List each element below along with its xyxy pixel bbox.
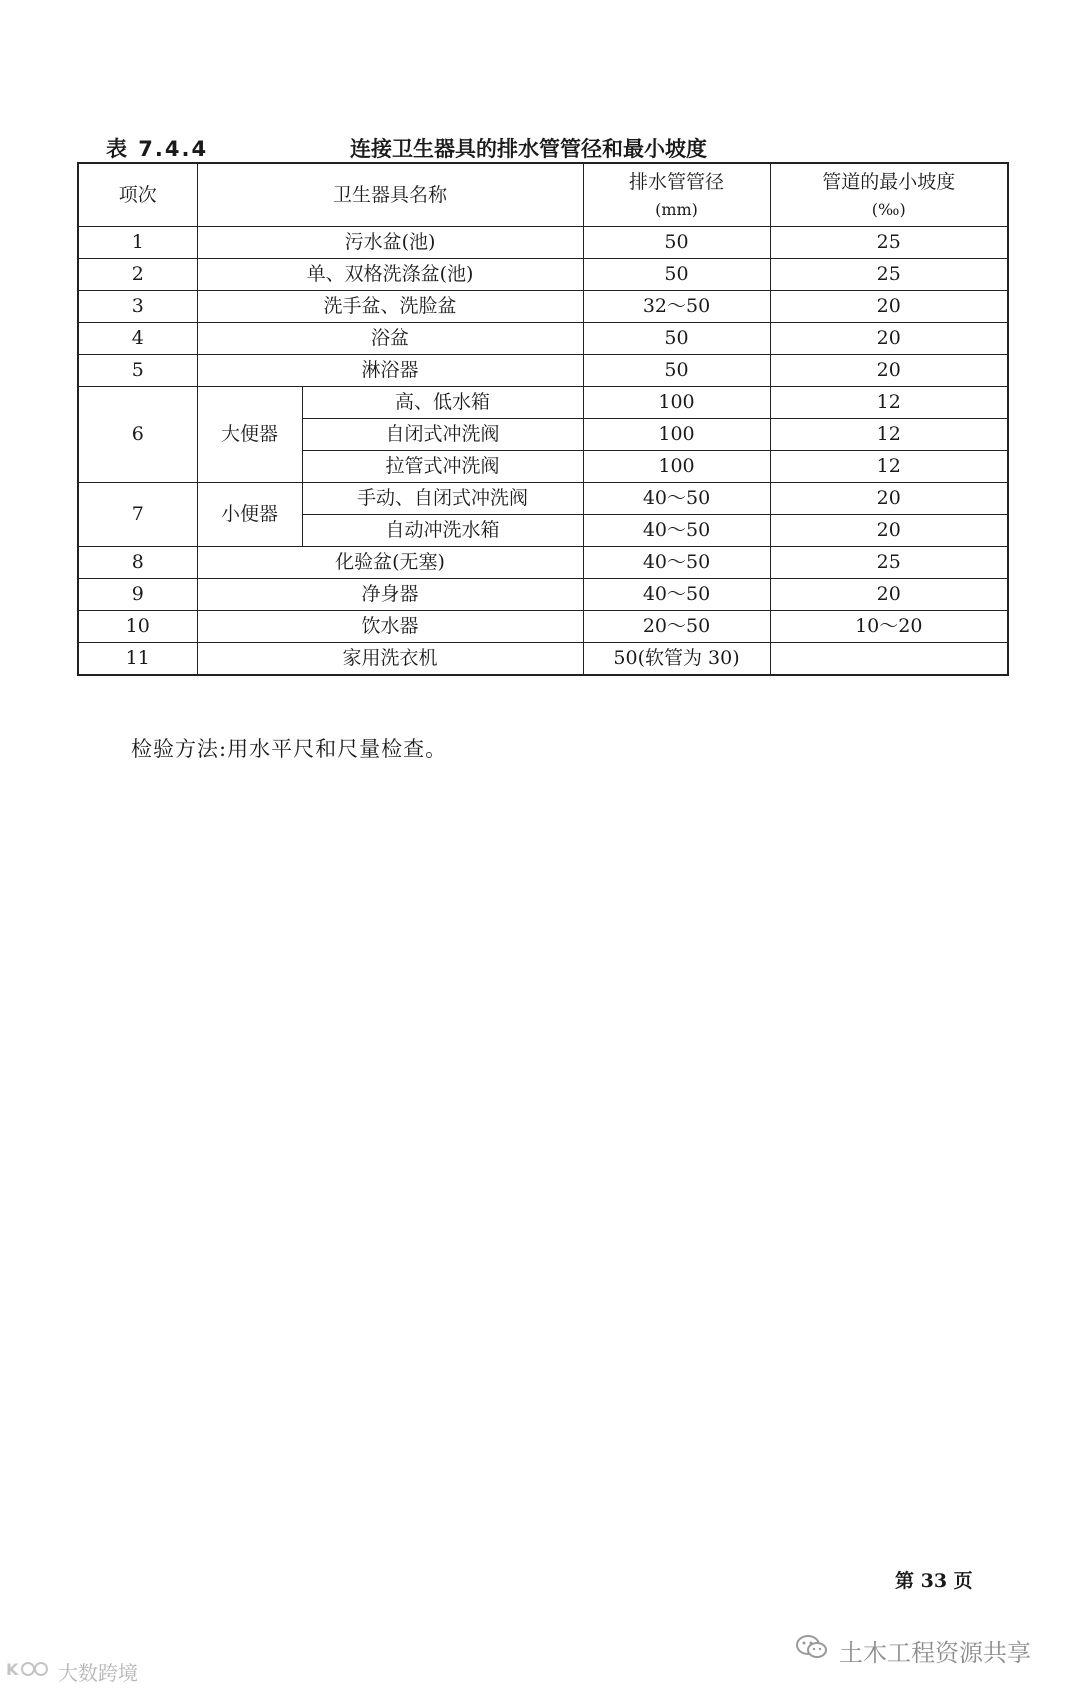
cell-diameter: 50: [583, 323, 770, 355]
cell-item: 11: [78, 643, 197, 676]
cell-item: 9: [78, 579, 197, 611]
cell-fixture: 饮水器: [197, 611, 583, 643]
header-diameter-label: 排水管管径: [629, 171, 725, 193]
table-number: 表 7.4.4: [106, 137, 209, 161]
table-row: [78, 387, 1008, 419]
cell-item: 6: [78, 387, 197, 483]
cell-slope: 12: [770, 419, 1008, 451]
table-row: [78, 227, 1008, 259]
cell-slope: 20: [770, 291, 1008, 323]
cell-diameter: 40～50: [583, 483, 770, 515]
cell-diameter: 40～50: [583, 515, 770, 547]
cell-diameter: 32～50: [583, 291, 770, 323]
header-item: 项次: [78, 163, 197, 227]
cell-item: 4: [78, 323, 197, 355]
cell-fixture: 浴盆: [197, 323, 583, 355]
cell-item: 3: [78, 291, 197, 323]
table-row: [78, 323, 1008, 355]
cell-item: 10: [78, 611, 197, 643]
cell-fixture: 家用洗衣机: [197, 643, 583, 676]
cell-item: 2: [78, 259, 197, 291]
wechat-account-name: 土木工程资源共享: [839, 1638, 1031, 1667]
cell-diameter: 40～50: [583, 547, 770, 579]
brand-watermark: [6, 1658, 138, 1684]
table-row: [78, 291, 1008, 323]
cell-slope: 20: [770, 515, 1008, 547]
drainage-pipe-table: [77, 162, 1009, 676]
table-row: [78, 547, 1008, 579]
table-header-row: [78, 163, 1008, 227]
cell-slope: 20: [770, 323, 1008, 355]
cell-item: 1: [78, 227, 197, 259]
table-row: [78, 259, 1008, 291]
table-row: [78, 483, 1008, 515]
cell-diameter: 100: [583, 419, 770, 451]
cell-fixture: 净身器: [197, 579, 583, 611]
header-slope: [770, 163, 1008, 227]
cell-item: 8: [78, 547, 197, 579]
table-title: 连接卫生器具的排水管管径和最小坡度: [350, 137, 707, 161]
cell-fixture: 自动冲洗水箱: [302, 515, 583, 547]
cell-diameter: 50(软管为 30): [583, 643, 770, 676]
header-slope-label: 管道的最小坡度: [822, 171, 956, 193]
cell-fixture: 自闭式冲洗阀: [302, 419, 583, 451]
cell-diameter: 100: [583, 451, 770, 483]
cell-diameter: 20～50: [583, 611, 770, 643]
cell-diameter: 40～50: [583, 579, 770, 611]
cell-slope: 25: [770, 259, 1008, 291]
table-caption: [0, 131, 1080, 161]
cell-fixture: 拉管式冲洗阀: [302, 451, 583, 483]
cell-slope: 20: [770, 579, 1008, 611]
wechat-watermark: [795, 1634, 1031, 1666]
table-row: [78, 643, 1008, 676]
cell-group: 大便器: [197, 387, 302, 483]
cell-slope: 12: [770, 451, 1008, 483]
cell-diameter: 100: [583, 387, 770, 419]
cell-fixture: 高、低水箱: [302, 387, 583, 419]
cell-slope: 20: [770, 483, 1008, 515]
cell-slope: [770, 643, 1008, 676]
cell-diameter: 50: [583, 227, 770, 259]
cell-fixture: 化验盆(无塞): [197, 547, 583, 579]
brand-name: 大数跨境: [58, 1660, 138, 1685]
svg-text:K: K: [6, 1659, 19, 1679]
inspection-method-note: 检验方法:用水平尺和尺量检查。: [131, 737, 448, 761]
cell-fixture: 洗手盆、洗脸盆: [197, 291, 583, 323]
table-row: [78, 355, 1008, 387]
cell-slope: 12: [770, 387, 1008, 419]
cell-fixture: 手动、自闭式冲洗阀: [302, 483, 583, 515]
cell-item: 5: [78, 355, 197, 387]
header-diameter: [583, 163, 770, 227]
cell-slope: 10～20: [770, 611, 1008, 643]
header-diameter-unit: (mm): [655, 200, 698, 220]
table-row: [78, 579, 1008, 611]
header-slope-unit: (‰): [871, 200, 906, 220]
wechat-icon: [795, 1633, 829, 1667]
table-row: [78, 611, 1008, 643]
cell-group: 小便器: [197, 483, 302, 547]
cell-diameter: 50: [583, 355, 770, 387]
cell-fixture: 污水盆(池): [197, 227, 583, 259]
header-fixture: 卫生器具名称: [197, 163, 583, 227]
cell-slope: 25: [770, 547, 1008, 579]
brand-logo-icon: [6, 1658, 52, 1685]
cell-slope: 20: [770, 355, 1008, 387]
cell-item: 7: [78, 483, 197, 547]
cell-slope: 25: [770, 227, 1008, 259]
page-number: 第 33 页: [895, 1570, 973, 1592]
cell-fixture: 淋浴器: [197, 355, 583, 387]
cell-fixture: 单、双格洗涤盆(池): [197, 259, 583, 291]
cell-diameter: 50: [583, 259, 770, 291]
